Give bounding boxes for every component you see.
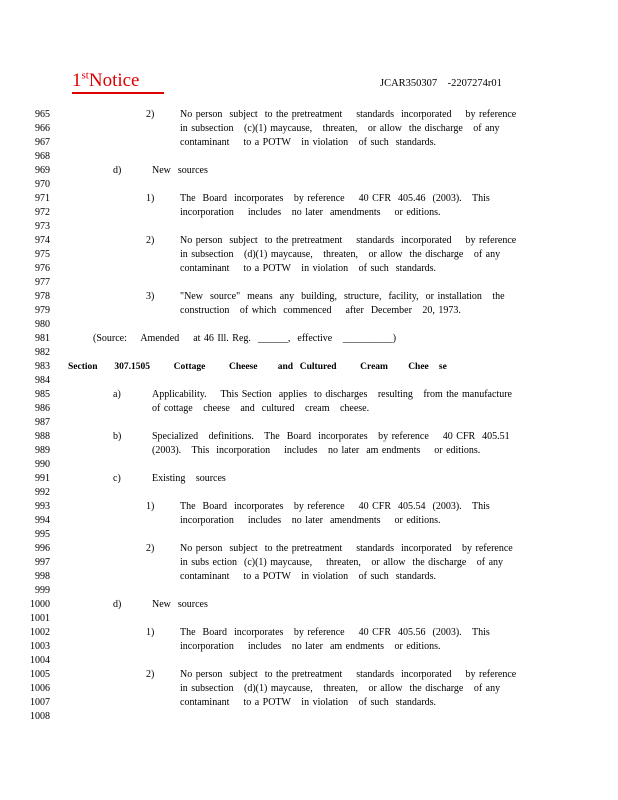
line-number: 994	[35, 515, 50, 526]
line-row	[0, 696, 618, 710]
line-row	[0, 682, 618, 696]
clause-label: 2)	[146, 235, 155, 246]
line-number: 1005	[30, 669, 50, 680]
notice-heading	[72, 71, 164, 94]
line-number: 970	[35, 179, 50, 190]
line-number: 993	[35, 501, 50, 512]
line-row	[0, 374, 618, 388]
notice-word: Notice	[88, 70, 140, 91]
line-text: contaminant to a POTW in violation of such standards.	[180, 263, 437, 274]
line-text: The Board incorporates by reference 40 CFR 405.54 (2003). This	[180, 501, 490, 512]
line-row	[0, 444, 618, 458]
line-number: 969	[35, 165, 50, 176]
line-row	[0, 598, 618, 612]
line-number: 971	[35, 193, 50, 204]
line-number: 977	[35, 277, 50, 288]
line-row	[0, 626, 618, 640]
line-number: 973	[35, 221, 50, 232]
line-row	[0, 416, 618, 430]
line-row	[0, 122, 618, 136]
line-row	[0, 276, 618, 290]
line-text: construction of which commenced after December 20, 1973.	[180, 305, 461, 316]
line-number: 975	[35, 249, 50, 260]
clause-label: 2)	[146, 109, 155, 120]
line-text: of cottage cheese and cultured cream cheese.	[152, 403, 370, 414]
line-row	[0, 164, 618, 178]
line-row	[0, 262, 618, 276]
line-text: The Board incorporates by reference 40 CFR 405.46 (2003). This	[180, 193, 490, 204]
line-row	[0, 150, 618, 164]
line-number: 974	[35, 235, 50, 246]
line-row	[0, 290, 618, 304]
line-number: 980	[35, 319, 50, 330]
line-number: 1003	[30, 641, 50, 652]
line-number: 982	[35, 347, 50, 358]
clause-label: d)	[113, 599, 122, 610]
line-row	[0, 178, 618, 192]
clause-label: 1)	[146, 193, 155, 204]
line-number: 985	[35, 389, 50, 400]
line-number: 984	[35, 375, 50, 386]
line-number: 1004	[30, 655, 50, 666]
line-text: No person subject to the pretreatment standards incorporated by reference	[180, 543, 513, 554]
clause-label: b)	[113, 431, 122, 442]
line-row	[0, 430, 618, 444]
line-row	[0, 640, 618, 654]
line-text: Applicability. This Section applies to discharges resulting from the manufacture	[152, 389, 512, 400]
line-number: 1007	[30, 697, 50, 708]
clause-label: 2)	[146, 543, 155, 554]
line-row	[0, 458, 618, 472]
line-number: 998	[35, 571, 50, 582]
line-text: incorporation includes no later amendments or editions.	[180, 515, 441, 526]
clause-label: 2)	[146, 669, 155, 680]
line-row	[0, 388, 618, 402]
line-row	[0, 346, 618, 360]
line-text: "New source" means any building, structure, facility, or installation the	[180, 291, 505, 302]
notice-ordinal-suffix: st	[81, 69, 89, 82]
line-number: 972	[35, 207, 50, 218]
line-row	[0, 654, 618, 668]
line-text: in subsection (d)(1) maycause, threaten, or allow the discharge of any	[180, 249, 501, 260]
line-number: 976	[35, 263, 50, 274]
line-text: No person subject to the pretreatment standards incorporated by reference	[180, 235, 517, 246]
line-number: 1002	[30, 627, 50, 638]
line-text: New sources	[152, 165, 208, 176]
line-number: 1008	[30, 711, 50, 722]
line-number: 990	[35, 459, 50, 470]
line-row	[0, 332, 618, 346]
clause-label: c)	[113, 473, 121, 484]
clause-label: a)	[113, 389, 121, 400]
line-row	[0, 710, 618, 724]
line-number: 988	[35, 431, 50, 442]
line-number: 983	[35, 361, 50, 372]
document-reference: JCAR350307 -2207274r01	[380, 78, 502, 89]
line-text: No person subject to the pretreatment standards incorporated by reference	[180, 669, 517, 680]
line-row	[0, 248, 618, 262]
line-number: 991	[35, 473, 50, 484]
line-text: Specialized definitions. The Board incorporates by reference 40 CFR 405.51	[152, 431, 510, 442]
line-row	[0, 192, 618, 206]
line-text: incorporation includes no later am endments or editions.	[180, 641, 441, 652]
line-row	[0, 556, 618, 570]
line-row	[0, 528, 618, 542]
line-number: 966	[35, 123, 50, 134]
line-number: 1006	[30, 683, 50, 694]
line-row	[0, 500, 618, 514]
line-number: 981	[35, 333, 50, 344]
line-row	[0, 234, 618, 248]
line-number: 997	[35, 557, 50, 568]
line-row	[0, 136, 618, 150]
line-row	[0, 402, 618, 416]
clause-label: 1)	[146, 627, 155, 638]
line-row	[0, 472, 618, 486]
line-row	[0, 514, 618, 528]
line-text: in subs ection (c)(1) maycause, threaten, or allow the discharge of any	[180, 557, 504, 568]
line-number: 1001	[30, 613, 50, 624]
line-number: 965	[35, 109, 50, 120]
line-number: 1000	[30, 599, 50, 610]
line-text: incorporation includes no later amendments or editions.	[180, 207, 441, 218]
line-number: 989	[35, 445, 50, 456]
line-number: 986	[35, 403, 50, 414]
line-number: 996	[35, 543, 50, 554]
line-text: New sources	[152, 599, 208, 610]
notice-number: 1	[72, 70, 82, 91]
line-number: 967	[35, 137, 50, 148]
source-note: (Source: Amended at 46 Ill. Reg. ______, effective __________)	[93, 333, 397, 344]
section-heading: Section 307.1505 Cottage Cheese and Cultured Cream Chee se	[68, 362, 447, 372]
line-row	[0, 220, 618, 234]
line-row	[0, 304, 618, 318]
line-text: The Board incorporates by reference 40 CFR 405.56 (2003). This	[180, 627, 490, 638]
line-number: 995	[35, 529, 50, 540]
document-lines	[0, 108, 618, 724]
line-text: in subsection (c)(1) maycause, threaten, or allow the discharge of any	[180, 123, 500, 134]
clause-label: 1)	[146, 501, 155, 512]
line-row	[0, 318, 618, 332]
line-number: 979	[35, 305, 50, 316]
line-text: contaminant to a POTW in violation of such standards.	[180, 697, 437, 708]
line-row	[0, 668, 618, 682]
clause-label: d)	[113, 165, 122, 176]
line-row	[0, 584, 618, 598]
line-row	[0, 542, 618, 556]
line-row	[0, 360, 618, 374]
line-text: (2003). This incorporation includes no later am endments or editions.	[152, 445, 481, 456]
line-text: contaminant to a POTW in violation of such standards.	[180, 571, 437, 582]
line-number: 987	[35, 417, 50, 428]
line-row	[0, 206, 618, 220]
clause-label: 3)	[146, 291, 155, 302]
line-row	[0, 486, 618, 500]
line-number: 999	[35, 585, 50, 596]
line-text: contaminant to a POTW in violation of such standards.	[180, 137, 437, 148]
line-number: 978	[35, 291, 50, 302]
line-number: 968	[35, 151, 50, 162]
line-row	[0, 108, 618, 122]
line-row	[0, 570, 618, 584]
line-text: No person subject to the pretreatment standards incorporated by reference	[180, 109, 517, 120]
line-row	[0, 612, 618, 626]
line-text: Existing sources	[152, 473, 226, 484]
line-text: in subsection (d)(1) maycause, threaten, or allow the discharge of any	[180, 683, 501, 694]
line-number: 992	[35, 487, 50, 498]
